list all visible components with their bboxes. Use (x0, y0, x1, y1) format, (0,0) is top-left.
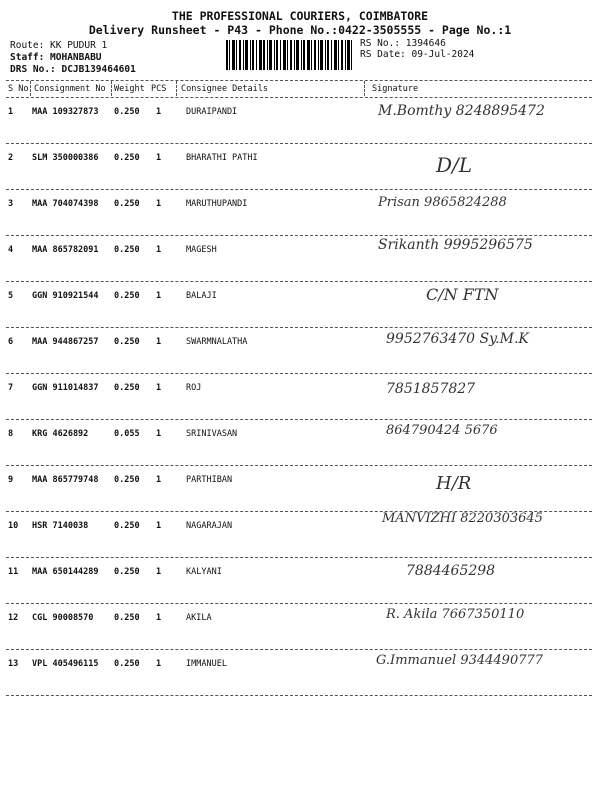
row-consignment-no: MAA 650144289 (32, 567, 99, 577)
row-weight: 0.250 (114, 153, 140, 163)
row-weight: 0.055 (114, 429, 140, 439)
table-row (6, 143, 592, 190)
row-consignee: ROJ (186, 383, 202, 393)
row-sno: 6 (8, 337, 14, 347)
row-pcs: 1 (156, 567, 162, 577)
row-signature: 9952763470 Sy.M.K (386, 331, 529, 347)
row-sno: 10 (8, 521, 19, 531)
table-row (6, 97, 592, 144)
row-signature: Srikanth 9995296575 (378, 237, 533, 253)
row-consignment-no: GGN 911014837 (32, 383, 99, 393)
row-consignee: IMMANUEL (186, 659, 227, 669)
col-consignee: Consignee Details (181, 84, 268, 94)
row-consignment-no: MAA 944867257 (32, 337, 99, 347)
row-consignee: BHARATHI PATHI (186, 153, 258, 163)
row-sno: 7 (8, 383, 14, 393)
column-divider (111, 81, 112, 96)
row-consignee: MAGESH (186, 245, 217, 255)
row-signature: 864790424 5676 (386, 423, 498, 438)
row-weight: 0.250 (114, 383, 140, 393)
row-weight: 0.250 (114, 659, 140, 669)
col-weight: Weight (114, 84, 145, 94)
row-signature: 7851857827 (386, 381, 476, 397)
table-row (6, 557, 592, 604)
row-consignee: AKILA (186, 613, 212, 623)
table-header (6, 80, 592, 98)
row-consignee: MARUTHUPANDI (186, 199, 248, 209)
runsheet-subtitle: Delivery Runsheet - P43 - Phone No.:0422-3505555 - Page No.:1 (88, 23, 512, 37)
col-signature: Signature (372, 84, 419, 94)
row-weight: 0.250 (114, 291, 140, 301)
row-signature: H/R (436, 473, 472, 494)
row-consignment-no: KRG 4626892 (32, 429, 89, 439)
row-consignment-no: MAA 865779748 (32, 475, 99, 485)
row-pcs: 1 (156, 429, 162, 439)
row-sno: 9 (8, 475, 14, 485)
table-row (6, 649, 592, 696)
row-pcs: 1 (156, 107, 162, 117)
column-divider (364, 81, 365, 96)
row-sno: 11 (8, 567, 19, 577)
row-weight: 0.250 (114, 521, 140, 531)
table-row (6, 419, 592, 466)
row-consignee: KALYANI (186, 567, 222, 577)
row-consignment-no: GGN 910921544 (32, 291, 99, 301)
row-pcs: 1 (156, 659, 162, 669)
row-pcs: 1 (156, 245, 162, 255)
column-divider (176, 81, 177, 96)
row-weight: 0.250 (114, 475, 140, 485)
row-pcs: 1 (156, 613, 162, 623)
row-sno: 2 (8, 153, 14, 163)
drs-number: DRS No.: DCJB139464601 (10, 64, 136, 75)
table-row (6, 603, 592, 650)
row-signature: G.Immanuel 9344490777 (376, 653, 544, 668)
row-pcs: 1 (156, 337, 162, 347)
table-row (6, 465, 592, 512)
staff-label: Staff: MOHANBABU (10, 52, 102, 63)
row-consignment-no: MAA 704074398 (32, 199, 99, 209)
row-weight: 0.250 (114, 245, 140, 255)
row-signature: M.Bomthy 8248895472 (378, 103, 545, 119)
row-pcs: 1 (156, 153, 162, 163)
company-title: THE PROFESSIONAL COURIERS, COIMBATORE (171, 9, 429, 23)
col-sno: S No (8, 84, 29, 94)
row-consignment-no: VPL 405496115 (32, 659, 99, 669)
row-consignment-no: HSR 7140038 (32, 521, 89, 531)
row-signature: 7884465298 (406, 563, 496, 579)
row-signature: MANVIZHI 8220303645 (382, 511, 543, 526)
row-weight: 0.250 (114, 337, 140, 347)
table-row (6, 235, 592, 282)
row-weight: 0.250 (114, 107, 140, 117)
rs-number: RS No.: 1394646 (360, 38, 446, 49)
row-consignment-no: SLM 350000386 (32, 153, 99, 163)
row-sno: 5 (8, 291, 14, 301)
row-pcs: 1 (156, 291, 162, 301)
row-consignment-no: CGL 90008570 (32, 613, 94, 623)
row-sno: 1 (8, 107, 14, 117)
row-sno: 12 (8, 613, 19, 623)
col-pcs: PCS (151, 84, 167, 94)
barcode-image (226, 40, 352, 70)
row-pcs: 1 (156, 199, 162, 209)
row-weight: 0.250 (114, 567, 140, 577)
column-divider (30, 81, 31, 96)
row-signature: Prisan 9865824288 (378, 195, 507, 210)
row-sno: 8 (8, 429, 14, 439)
row-consignee: PARTHIBAN (186, 475, 233, 485)
rs-date: RS Date: 09-Jul-2024 (360, 49, 475, 60)
row-consignee: SRINIVASAN (186, 429, 238, 439)
row-weight: 0.250 (114, 199, 140, 209)
row-signature: C/N FTN (426, 285, 499, 304)
row-consignee: SWARMNALATHA (186, 337, 248, 347)
row-sno: 4 (8, 245, 14, 255)
route-label: Route: KK PUDUR 1 (10, 40, 108, 51)
row-pcs: 1 (156, 521, 162, 531)
row-signature: D/L (436, 153, 473, 177)
row-consignee: DURAIPANDI (186, 107, 238, 117)
row-pcs: 1 (156, 383, 162, 393)
table-row (6, 373, 592, 420)
row-sno: 13 (8, 659, 19, 669)
row-weight: 0.250 (114, 613, 140, 623)
table-row (6, 327, 592, 374)
row-consignee: BALAJI (186, 291, 217, 301)
col-consignment: Consignment No (34, 84, 106, 94)
table-row (6, 189, 592, 236)
row-consignment-no: MAA 109327873 (32, 107, 99, 117)
row-consignee: NAGARAJAN (186, 521, 233, 531)
table-row (6, 511, 592, 558)
row-sno: 3 (8, 199, 14, 209)
row-signature: R. Akila 7667350110 (386, 607, 525, 622)
row-consignment-no: MAA 865782091 (32, 245, 99, 255)
row-pcs: 1 (156, 475, 162, 485)
table-row (6, 281, 592, 328)
